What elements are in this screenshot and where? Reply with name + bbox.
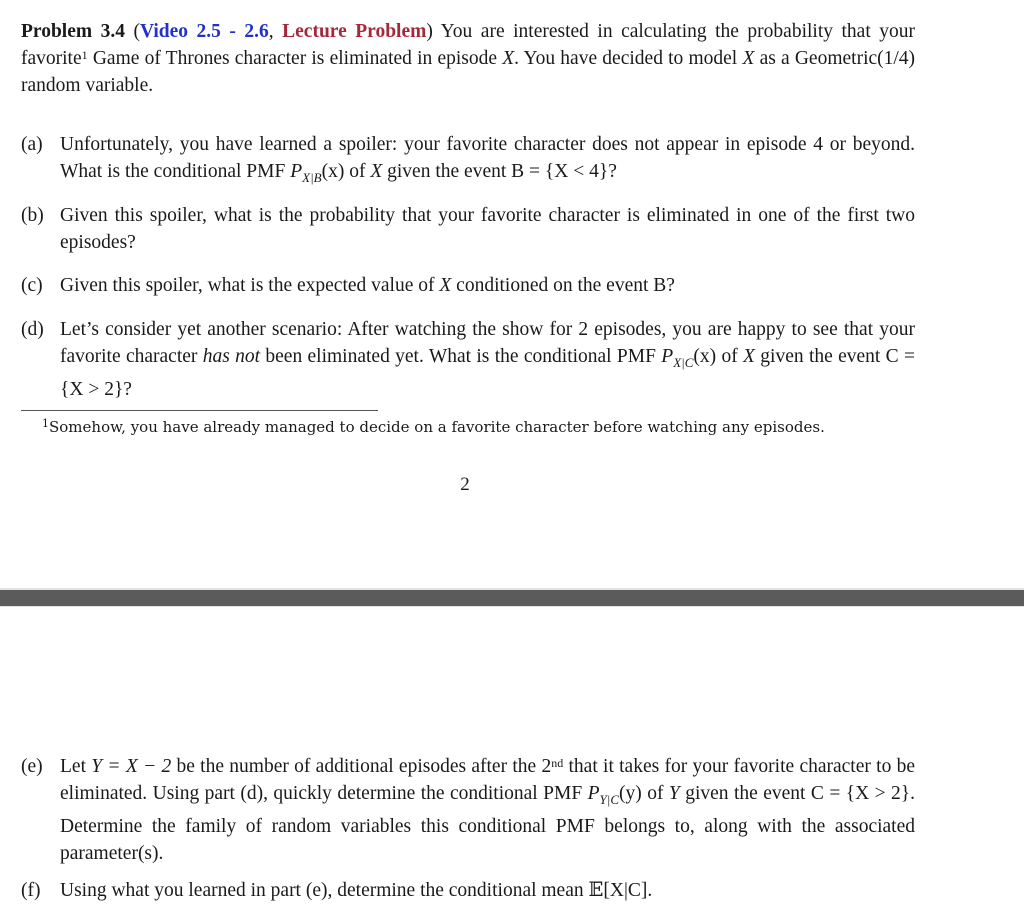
part-label: (c) [21, 275, 43, 296]
footnote-divider [21, 410, 378, 411]
footnote-marker[interactable]: 1 [81, 48, 88, 62]
footnote [42, 416, 825, 438]
lecture-problem-link[interactable]: Lecture Problem [282, 21, 427, 42]
part-c [21, 272, 915, 299]
part-text: Given this spoiler, what is the expected value of X conditioned on the event B? [60, 275, 675, 296]
page-separator-bar [0, 590, 1024, 606]
page-number: 2 [460, 474, 470, 495]
part-text: Unfortunately, you have learned a spoiler: your favorite character does not appear in episode 4 or beyond. What is the conditional PMF $P_{X|B}(x)$ of X given the event B = {X < 4}? [60, 134, 915, 185]
video-reference-link[interactable]: Video 2.5 - 2.6 [140, 21, 269, 42]
footnote-mark: 1 [42, 417, 49, 430]
part-b [21, 202, 915, 256]
part-text: Let Y = X − 2 be the number of additional episodes after the 2nd that it takes for your favorite character to be eliminated. Using part (d), quickly determine the conditional PMF $P_{Y|C}(y)$ of Y given the event C = {X > 2}. Determine the family of random variables this conditional PMF belongs to, along with the associated parameter(s). [60, 756, 916, 864]
part-label: (f) [21, 880, 41, 901]
part-text: Using what you learned in part (e), determine the conditional mean 𝔼[X|C]. [60, 880, 653, 901]
problem-title: Problem 3.4 [21, 21, 125, 42]
part-label: (b) [21, 205, 44, 226]
part-a [21, 131, 915, 191]
problem-statement: Problem 3.4 (Video 2.5 - 2.6, Lecture Problem) You are interested in calculating the probability that your favorite$^1$ Game of Thrones character is eliminated in episode X. You have decided to model X as a Geometric(1/4) random variable. [21, 21, 916, 96]
part-e [21, 753, 915, 867]
part-label: (a) [21, 134, 43, 155]
footnote-text: Somehow, you have already managed to decide on a favorite character before watching any episodes. [49, 418, 825, 436]
part-text: Let’s consider yet another scenario: After watching the show for 2 episodes, you are happy to see that your favorite character has not been eliminated yet. What is the conditional PMF $P_{X|C}(x)$ of X given the event C = {X > 2}? [60, 319, 915, 400]
part-label: (d) [21, 319, 44, 340]
page-lower [0, 607, 1024, 921]
part-text: Given this spoiler, what is the probability that your favorite character is eliminated in one of the first two episodes? [60, 205, 915, 253]
part-f [21, 877, 915, 904]
part-label: (e) [21, 756, 43, 777]
part-d [21, 316, 915, 403]
